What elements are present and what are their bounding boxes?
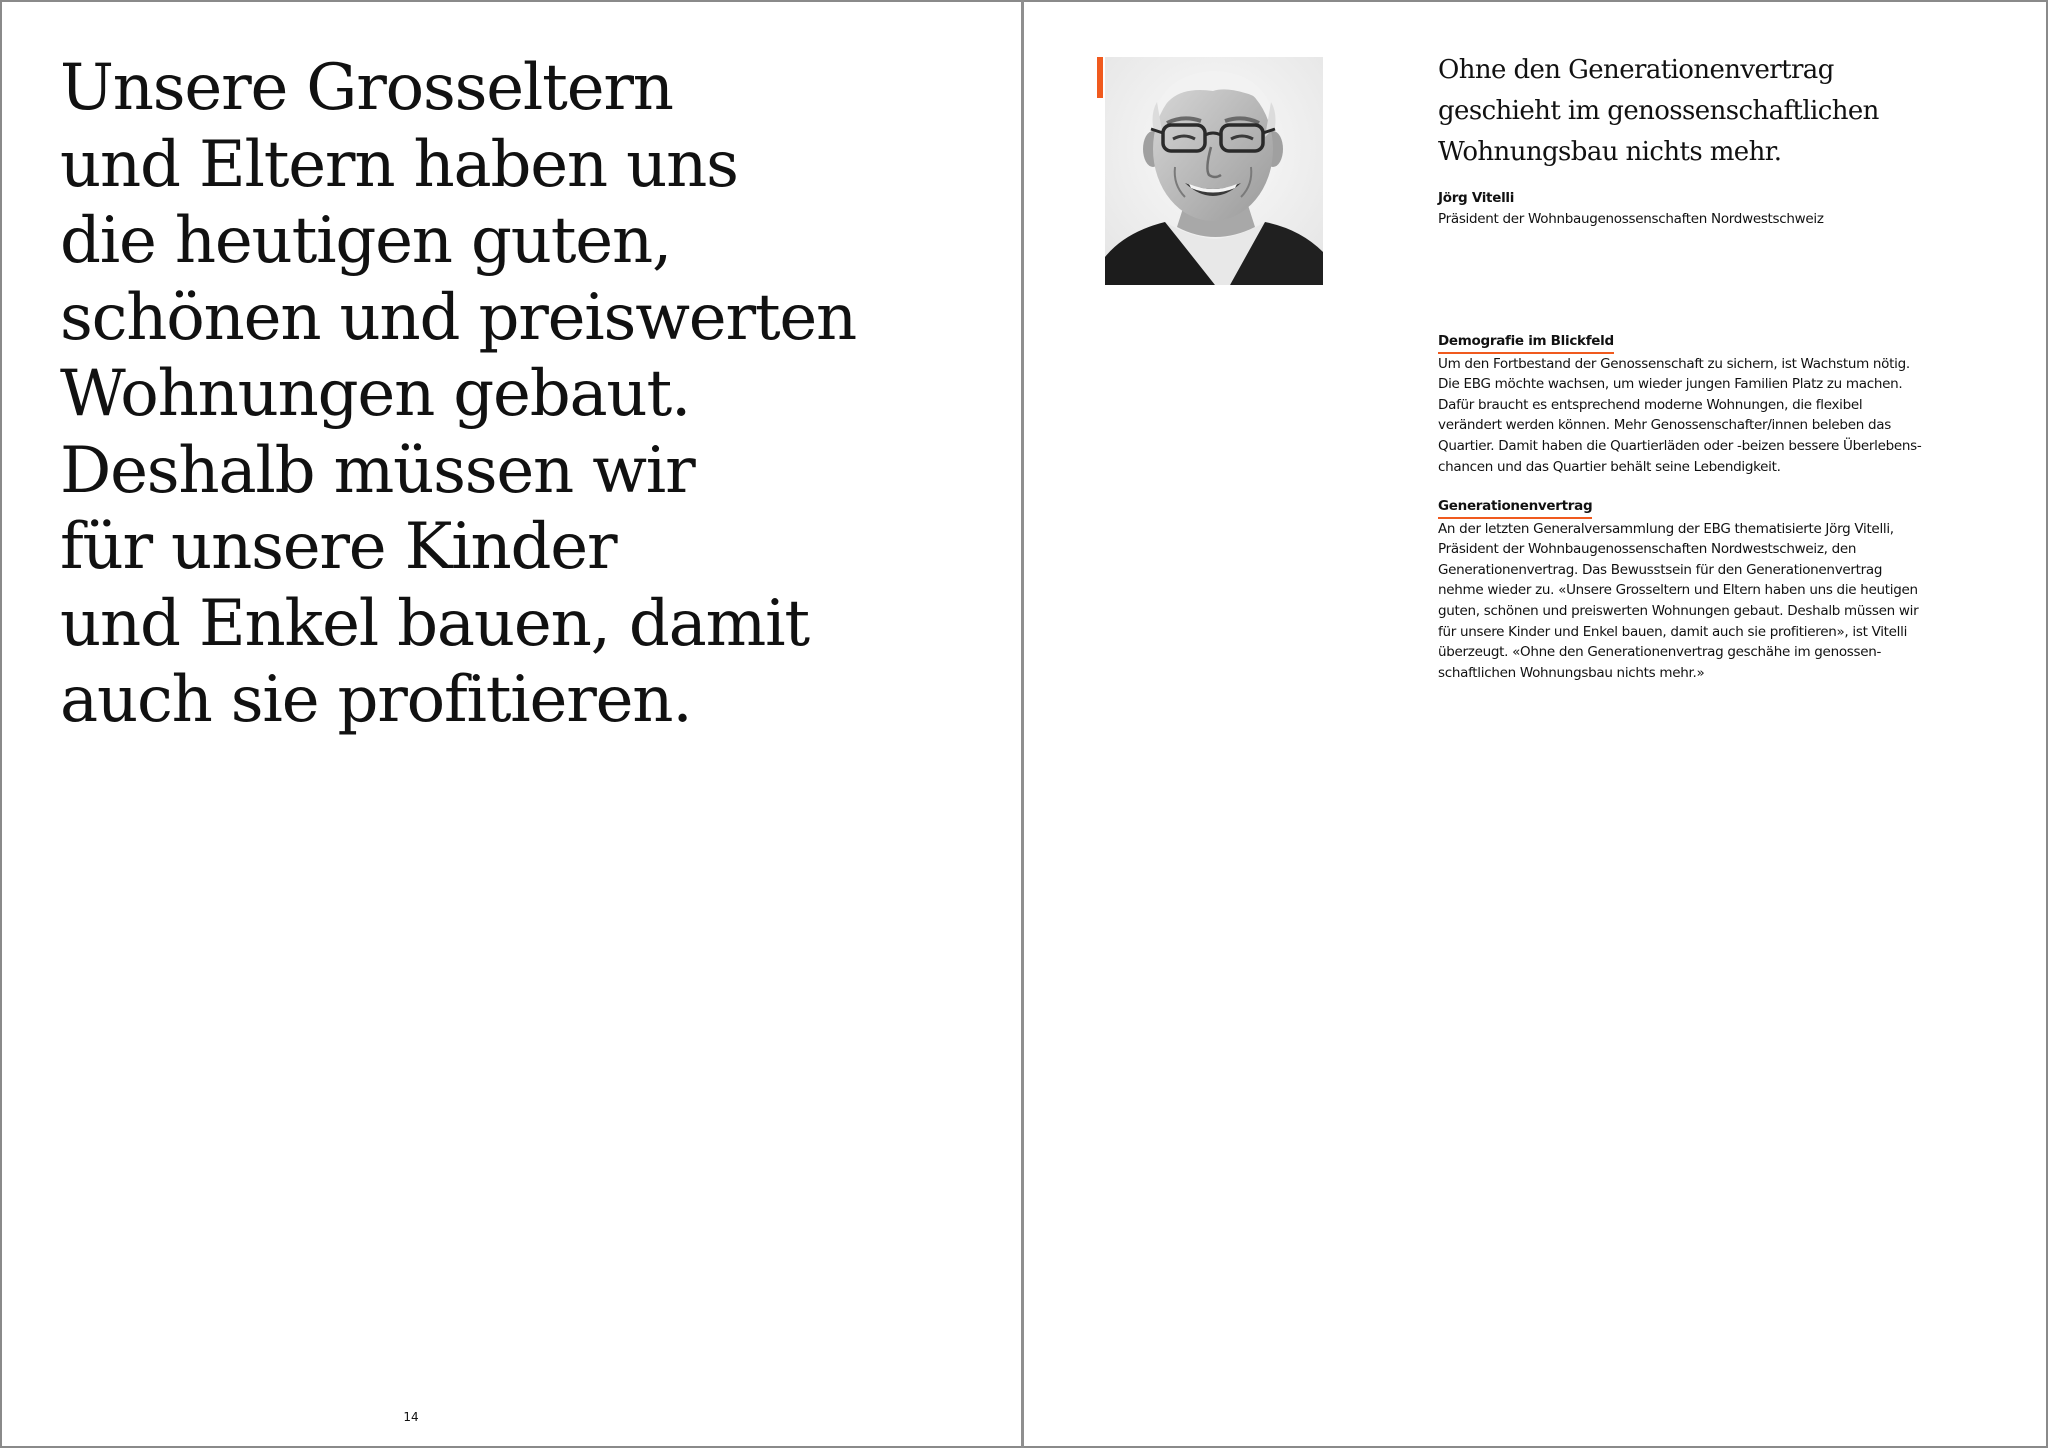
- body-line: verändert werden können. Mehr Genossenschafter/innen beleben das: [1438, 417, 1891, 434]
- accent-bar: [1097, 57, 1103, 98]
- body-line: chancen und das Quartier behält seine Lebendigkeit.: [1438, 458, 1781, 475]
- pull-quote: [1438, 50, 1958, 173]
- body-line: Präsident der Wohnbaugenossenschaften Nordwestschweiz, den: [1438, 541, 1857, 558]
- section-heading: Generationenvertrag: [1438, 496, 1592, 519]
- large-quote-line: Deshalb müssen wir: [60, 433, 695, 508]
- body-line: An der letzten Generalversammlung der EBG thematisierte Jörg Vitelli,: [1438, 520, 1894, 537]
- body-line: guten, schönen und preiswerten Wohnungen gebaut. Deshalb müssen wir: [1438, 602, 1919, 619]
- page-number: 14: [403, 1410, 419, 1424]
- pull-quote-line: geschieht im genossenschaftlichen: [1438, 96, 1879, 126]
- person-name: Jörg Vitelli: [1438, 190, 1515, 206]
- person-role: Präsident der Wohnbaugenossenschaften Nordwestschweiz: [1438, 211, 1824, 227]
- section-body: [1438, 519, 1998, 684]
- large-quote-line: und Eltern haben uns: [60, 127, 738, 202]
- large-quote: [60, 50, 1000, 739]
- body-line: Dafür braucht es entsprechend moderne Wohnungen, die flexibel: [1438, 396, 1863, 413]
- left-page: [0, 0, 1022, 1448]
- section-body: [1438, 354, 1998, 478]
- portrait-photo: [1105, 57, 1323, 285]
- section-demografie: [1438, 331, 1998, 477]
- body-line: Quartier. Damit haben die Quartierläden oder -beizen bessere Überlebens-: [1438, 437, 1922, 454]
- body-line: nehme wieder zu. «Unsere Grosseltern und Eltern haben uns die heutigen: [1438, 582, 1918, 599]
- pull-quote-line: Wohnungsbau nichts mehr.: [1438, 137, 1782, 167]
- pull-quote-line: Ohne den Generationenvertrag: [1438, 55, 1834, 85]
- portrait-icon: [1105, 57, 1323, 285]
- large-quote-line: Wohnungen gebaut.: [60, 357, 691, 431]
- body-line: Generationenvertrag. Das Bewusstsein für den Generationenvertrag: [1438, 561, 1883, 578]
- large-quote-line: die heutigen guten,: [60, 204, 672, 278]
- body-line: für unsere Kinder und Enkel bauen, damit auch sie profitieren», ist Vitelli: [1438, 623, 1908, 640]
- body-line: überzeugt. «Ohne den Generationenvertrag geschähe im genossen-: [1438, 644, 1882, 661]
- large-quote-line: Unsere Grosseltern: [60, 51, 673, 125]
- section-heading: Demografie im Blickfeld: [1438, 331, 1614, 354]
- body-line: schaftlichen Wohnungsbau nichts mehr.»: [1438, 664, 1705, 681]
- body-line: Die EBG möchte wachsen, um wieder jungen Familien Platz zu machen.: [1438, 376, 1903, 393]
- large-quote-line: auch sie profitieren.: [60, 663, 692, 737]
- large-quote-line: schönen und preiswerten: [60, 280, 857, 355]
- body-line: Um den Fortbestand der Genossenschaft zu sichern, ist Wachstum nötig.: [1438, 355, 1910, 372]
- large-quote-line: und Enkel bauen, damit: [60, 586, 809, 661]
- section-generationenvertrag: [1438, 496, 1998, 683]
- large-quote-line: für unsere Kinder: [60, 510, 617, 584]
